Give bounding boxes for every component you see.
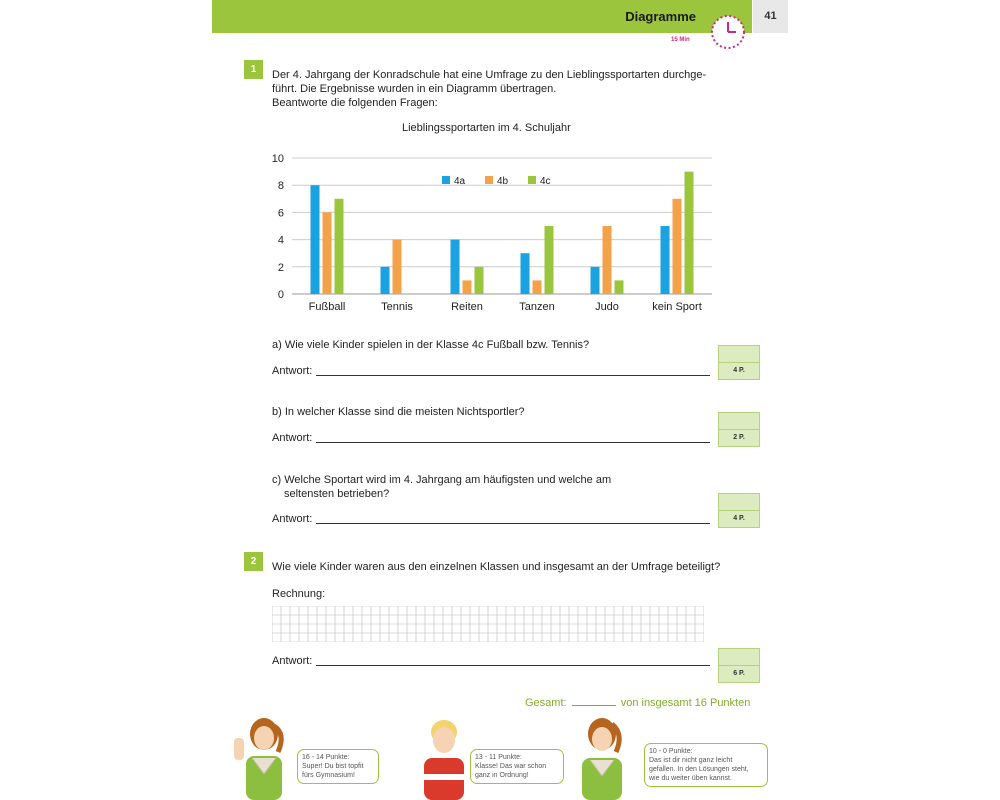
task-number-2: 2 (244, 552, 263, 571)
total-score (525, 697, 750, 709)
question-c-line: seltensten betrieben? (284, 488, 390, 500)
legend-label: 4a (454, 176, 466, 187)
bar-4b (323, 212, 332, 294)
x-tick-label: Fußball (308, 301, 346, 313)
task2-question: Wie viele Kinder waren aus den einzelnen Klassen und insgesamt an der Umfrage beteiligt? (272, 561, 721, 573)
question-c-line: c) Welche Sportart wird im 4. Jahrgang am häufigsten und welche am (272, 474, 612, 486)
y-tick-label: 10 (271, 153, 284, 165)
total-blank[interactable] (572, 705, 616, 706)
bar-4c (615, 280, 624, 294)
question-c (272, 473, 611, 501)
total-label: Gesamt: (525, 697, 567, 709)
legend-label: 4b (497, 176, 509, 187)
answer-line-task2[interactable] (316, 665, 710, 666)
bar-4a (521, 253, 530, 294)
girl-thumbs-up-illustration (230, 712, 294, 800)
total-suffix: von insgesamt 16 Punkten (620, 697, 751, 709)
max-points: 6 P. (733, 670, 745, 677)
feedback-bubble-1 (297, 749, 379, 784)
x-tick-label: Tanzen (519, 301, 555, 313)
task-number-1: 1 (244, 60, 263, 79)
y-tick-label: 2 (277, 261, 284, 274)
bar-4a (381, 267, 390, 294)
calculation-grid[interactable] (272, 606, 704, 642)
bar-chart (262, 148, 722, 320)
bar-4c (335, 199, 344, 294)
x-tick-label: Tennis (381, 301, 413, 313)
worksheet-page (212, 0, 788, 800)
task1-intro-line: führt. Die Ergebnisse wurden in ein Diagramm übertragen. (272, 83, 557, 95)
legend-label: 4c (540, 176, 551, 187)
feedback-line: 16 - 14 Punkte: (302, 754, 350, 761)
legend-swatch (485, 176, 493, 184)
bar-4c (545, 226, 554, 294)
y-tick-label: 0 (277, 289, 284, 301)
max-points: 4 P. (733, 515, 745, 522)
boy-illustration (412, 712, 476, 800)
legend-swatch (442, 176, 450, 184)
y-tick-label: 6 (277, 207, 284, 220)
girl-thinking-illustration (570, 712, 634, 800)
feedback-bubble-2 (470, 749, 564, 784)
answer-line-c[interactable] (316, 523, 710, 524)
task1-intro-line: Beantworte die folgenden Fragen: (272, 97, 438, 109)
x-tick-label: Judo (595, 301, 619, 313)
stopwatch-icon (709, 12, 747, 50)
feedback-line: fürs Gymnasium! (302, 772, 355, 779)
time-label: 15 Min (671, 37, 690, 43)
feedback-line: Super! Du bist topfit (302, 763, 364, 770)
answer-label-a: Antwort: (272, 365, 313, 377)
answer-label-c: Antwort: (272, 513, 313, 525)
feedback-line: wie du weiter üben kannst. (649, 775, 732, 782)
chart-title: Lieblingssportarten im 4. Schuljahr (402, 122, 571, 134)
answer-line-b[interactable] (316, 442, 710, 443)
feedback-line: ganz in Ordnung! (475, 772, 529, 779)
score-field[interactable] (719, 649, 759, 666)
bar-4a (311, 185, 320, 294)
bar-4a (451, 240, 460, 294)
bar-4b (533, 280, 542, 294)
calc-label: Rechnung: (272, 588, 326, 600)
feedback-line: 10 - 0 Punkte: (649, 748, 693, 755)
bar-4a (661, 226, 670, 294)
feedback-bubble-3 (644, 743, 768, 787)
answer-label-b: Antwort: (272, 432, 313, 444)
feedback-line: gefallen. In den Lösungen steht, (649, 766, 749, 773)
task1-intro-line: Der 4. Jahrgang der Konradschule hat eine Umfrage zu den Lieblingssportarten durchge- (272, 69, 707, 81)
y-tick-label: 8 (277, 180, 284, 193)
bar-4b (393, 240, 402, 294)
bar-4b (463, 280, 472, 294)
x-tick-label: kein Sport (652, 301, 702, 313)
score-field[interactable] (719, 494, 759, 511)
answer-label-task2: Antwort: (272, 655, 313, 667)
bar-4b (673, 199, 682, 294)
bar-4c (475, 267, 484, 294)
feedback-line: 13 - 11 Punkte: (475, 754, 522, 761)
page-title: Diagramme (625, 9, 696, 24)
bar-4b (603, 226, 612, 294)
score-box-c[interactable] (718, 493, 760, 528)
feedback-line: Klasse! Das war schon (475, 763, 547, 770)
score-box-b[interactable] (718, 412, 760, 447)
task1-intro (272, 68, 706, 110)
legend-swatch (528, 176, 536, 184)
feedback-line: Das ist dir nicht ganz leicht (649, 757, 733, 764)
score-field[interactable] (719, 346, 759, 363)
score-box-task2[interactable] (718, 648, 760, 683)
max-points: 2 P. (733, 434, 745, 441)
score-box-a[interactable] (718, 345, 760, 380)
max-points: 4 P. (733, 367, 745, 374)
question-b: b) In welcher Klasse sind die meisten Nichtsportler? (272, 406, 525, 418)
y-tick-label: 4 (277, 234, 284, 247)
bar-4c (685, 172, 694, 294)
question-a: a) Wie viele Kinder spielen in der Klasse 4c Fußball bzw. Tennis? (272, 339, 590, 351)
page-number: 41 (753, 0, 788, 33)
score-field[interactable] (719, 413, 759, 430)
bar-4a (591, 267, 600, 294)
x-tick-label: Reiten (451, 301, 483, 313)
answer-line-a[interactable] (316, 375, 710, 376)
